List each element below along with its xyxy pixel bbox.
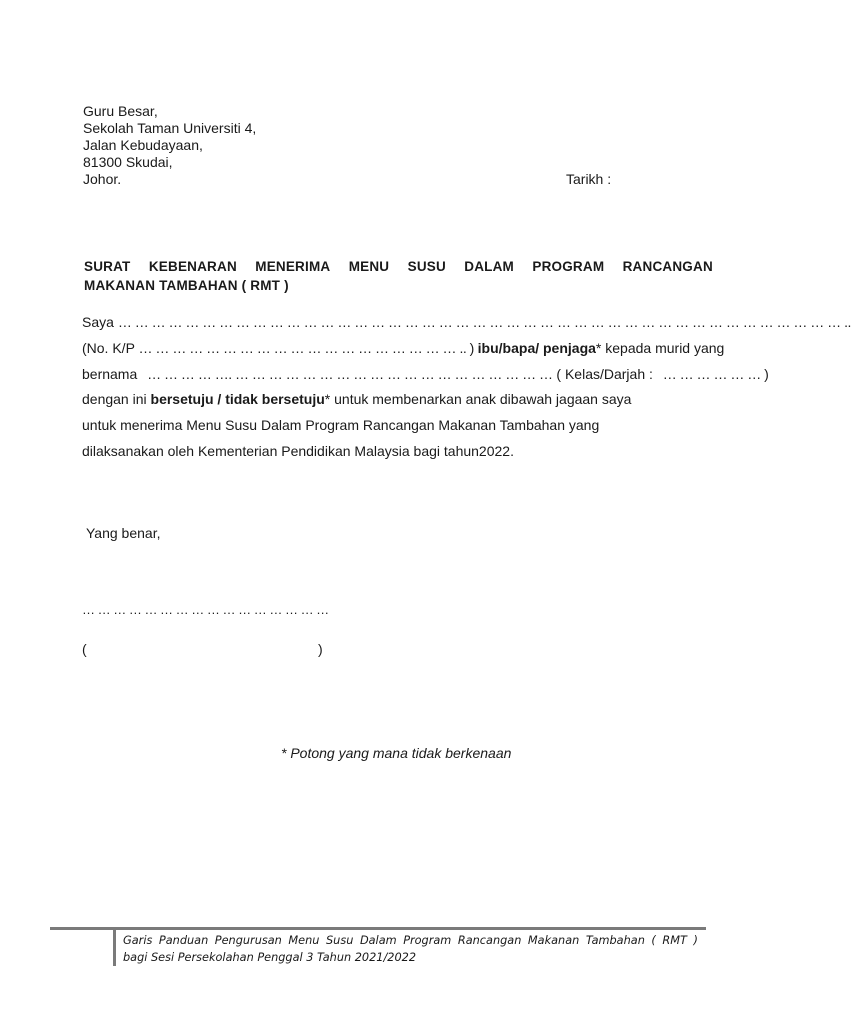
title-word: PROGRAM [532, 259, 605, 274]
body-line-5: untuk menerima Menu Susu Dalam Program Rancangan Makanan Tambahan yang [82, 417, 600, 433]
signature-line: … … … … … … … … … … … … … … … … [82, 602, 329, 617]
closing-salutation: Yang benar, [86, 525, 161, 541]
footer-word: Susu [325, 934, 354, 947]
address-line: 81300 Skudai, [83, 154, 173, 170]
footer-line-1 [123, 932, 698, 949]
footer-word: Tambahan [585, 934, 645, 947]
fill-dots: … … … … … … … … … … … … … … … … … … … … … … … … … … … … … … … … … … … … … … … … … … … .. [117, 314, 851, 330]
address-line: Sekolah Taman Universiti 4, [83, 120, 257, 136]
fill-dots: … … … … … … ) [662, 366, 769, 382]
title-line-2: MAKANAN TAMBAHAN ( RMT ) [84, 278, 289, 293]
date-label: Tarikh : [566, 171, 612, 187]
footer-word: ) [693, 934, 698, 947]
address-line: Johor. [83, 171, 122, 187]
title-word: MENU [348, 259, 390, 274]
footer-word: Dalam [359, 934, 397, 947]
address-line: Guru Besar, [83, 103, 158, 119]
fill-dots: … … … … … … … … … … … … … … … … … … … .. ) [138, 340, 474, 356]
strike-out-note: * Potong yang mana tidak berkenaan [281, 745, 512, 761]
footer-word: Rancangan [457, 934, 522, 947]
body-line-3 [82, 366, 768, 382]
footer-divider [50, 927, 706, 930]
name-bracket-open: ( [82, 641, 87, 657]
footer-word: Pengurusan [214, 934, 282, 947]
fill-dots: … … … … …. … … … … … … … … … … … … … … … … … … … [147, 366, 553, 382]
footer [123, 932, 698, 966]
footer-word: Program [403, 934, 452, 947]
footer-word: Makanan [527, 934, 580, 947]
body-text: * kepada murid yang [595, 340, 725, 356]
body-line-2 [82, 340, 724, 356]
title-word: RANCANGAN [622, 259, 713, 274]
name-bracket-close: ) [318, 641, 323, 657]
body-text: * untuk membenarkan anak dibawah jagaan saya [324, 391, 632, 407]
footer-word: ( [651, 934, 656, 947]
body-text: dengan ini [82, 391, 147, 407]
body-line-4 [82, 391, 631, 407]
footer-word: RMT [662, 934, 687, 947]
address-line: Jalan Kebudayaan, [83, 137, 203, 153]
title-word: MENERIMA [255, 259, 331, 274]
body-line-6: dilaksanakan oleh Kementerian Pendidikan Malaysia bagi tahun2022. [82, 443, 514, 459]
body-bold-text: ibu/bapa/ penjaga [477, 340, 596, 356]
letter-title [84, 257, 713, 295]
footer-word: Panduan [158, 934, 209, 947]
body-text: bernama [82, 366, 138, 382]
footer-side-bar [113, 930, 116, 966]
title-word: SUSU [407, 259, 446, 274]
body-text: (No. K/P [82, 340, 135, 356]
body-line-1 [82, 314, 851, 330]
footer-word: Garis [123, 934, 153, 947]
recipient-address [83, 103, 256, 188]
title-word: KEBENARAN [148, 259, 237, 274]
title-word: DALAM [464, 259, 515, 274]
body-text: Saya [82, 314, 114, 330]
footer-line-2: bagi Sesi Persekolahan Penggal 3 Tahun 2021/2022 [123, 951, 417, 964]
title-word: SURAT [84, 259, 131, 274]
body-bold-text: bersetuju / tidak bersetuju [150, 391, 325, 407]
footer-word: Menu [288, 934, 320, 947]
title-line-1 [84, 257, 713, 276]
body-text: ( Kelas/Darjah : [556, 366, 653, 382]
